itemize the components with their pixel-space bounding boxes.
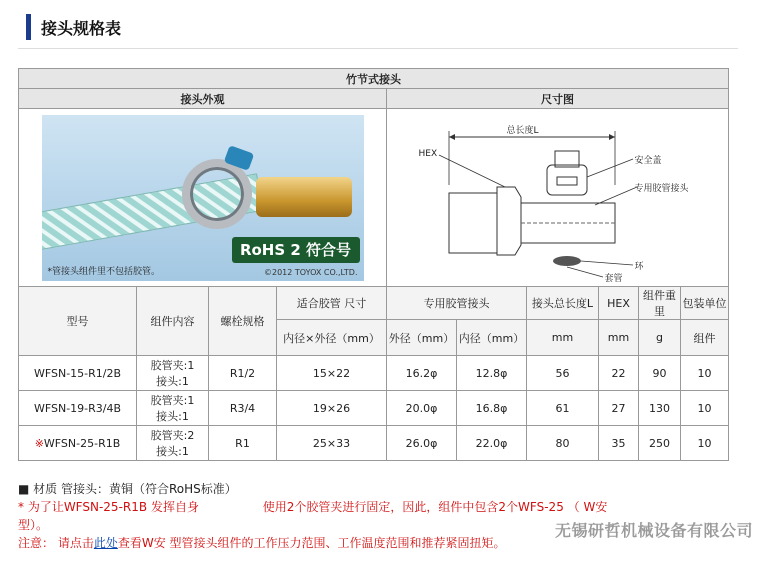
components-header: 组件内容 [137,287,209,356]
weight-cell: 250 [639,426,681,461]
dimension-drawing [397,115,719,284]
total-length-label: 总长度L [506,125,539,136]
components-cell: 胶管夹:2 接头:1 [137,426,209,461]
info-link[interactable]: 此处 [93,536,118,550]
fitting-od-subheader: 外径（mm） [387,320,457,356]
hose-size-cell: 15×22 [277,356,387,391]
product-photo [42,115,364,281]
hex-cell: 35 [599,426,639,461]
pack-cell: 10 [681,391,729,426]
thread-header: 螺栓规格 [209,287,277,356]
table-row [19,391,729,426]
table-row [19,426,729,461]
pack-header: 包装单位 [681,287,729,320]
special-hose-fitting-label: 专用胶管接头 [634,183,689,194]
fitting-od-cell: 26.0φ [387,426,457,461]
hose-size-cell: 25×33 [277,426,387,461]
rohs-badge: RoHS 2 符合号 [232,237,360,263]
pack-cell: 10 [681,426,729,461]
clamp-image [182,159,252,229]
fitting-od-cell: 16.2φ [387,356,457,391]
hose-size-cell: 19×26 [277,391,387,426]
hex-cell: 27 [599,391,639,426]
hex-cell: 22 [599,356,639,391]
dimensions-header: 尺寸图 [387,89,729,109]
hex-header: HEX [599,287,639,320]
attention-note: 注意： 请点击此处查看W安 型管接头组件的工作压力范围、工作温度范围和推荐紧固扭矩。 [18,536,506,550]
thread-cell: R1 [209,426,277,461]
total-length-cell: 61 [527,391,599,426]
divider [18,48,738,49]
notes-section [18,480,738,552]
components-cell: 胶管夹:1 接头:1 [137,356,209,391]
company-watermark: 无锡研哲机械设备有限公司 [554,521,753,540]
heading-accent-bar [26,14,31,40]
model-cell: WFSN-15-R1/2B [19,356,137,391]
hose-size-subheader: 内径×外径（mm） [277,320,387,356]
model-cell: ※WFSN-25-R1B [19,426,137,461]
total-length-cell: 80 [527,426,599,461]
thread-cell: R3/4 [209,391,277,426]
hex-label: HEX [418,148,438,159]
photo-note: *管接头组件里不包括胶管。 [47,266,161,277]
fitting-id-subheader: 内径（mm） [457,320,527,356]
sleeve-label: 套管 [604,273,623,284]
components-cell: 胶管夹:1 接头:1 [137,391,209,426]
weight-cell: 90 [639,356,681,391]
section-heading [26,12,121,42]
spec-table [18,68,729,461]
table-row [19,356,729,391]
total-length-cell: 56 [527,356,599,391]
total-length-header: 接头总长度L [527,287,599,320]
table-caption: 竹节式接头 [19,69,729,89]
appearance-header: 接头外观 [19,89,387,109]
ring-label: 环 [634,261,644,272]
warning-note: * 为了让WFSN-25-R1B 发挥自身 使用2个胶管夹进行固定，因此，组件中包含2个WFS-25 （ W安 [18,500,608,514]
fitting-image [256,177,352,217]
hose-size-header: 适合胶管 尺寸 [277,287,387,320]
dimension-drawing-svg [397,115,719,281]
weight-header: 组件重里 [639,287,681,320]
appearance-cell [19,109,387,287]
weight-cell: 130 [639,391,681,426]
fitting-id-cell: 22.0φ [457,426,527,461]
fitting-header: 专用胶管接头 [387,287,527,320]
fitting-od-cell: 20.0φ [387,391,457,426]
warning-note-cont: 型）。 [18,518,49,532]
weight-unit: g [639,320,681,356]
model-header: 型号 [19,287,137,356]
model-cell: WFSN-19-R3/4B [19,391,137,426]
page-title: 接头规格表 [41,18,122,38]
dimensions-cell [387,109,729,287]
material-note: ■ 材质 管接头：黄铜（符合RoHS标准） [18,482,237,496]
safety-cover-label: 安全盖 [634,155,662,166]
hex-unit: mm [599,320,639,356]
total-length-unit: mm [527,320,599,356]
photo-copyright: ©2012 TOYOX CO.,LTD. [264,267,358,277]
fitting-id-cell: 12.8φ [457,356,527,391]
pack-unit: 组件 [681,320,729,356]
pack-cell: 10 [681,356,729,391]
thread-cell: R1/2 [209,356,277,391]
fitting-id-cell: 16.8φ [457,391,527,426]
